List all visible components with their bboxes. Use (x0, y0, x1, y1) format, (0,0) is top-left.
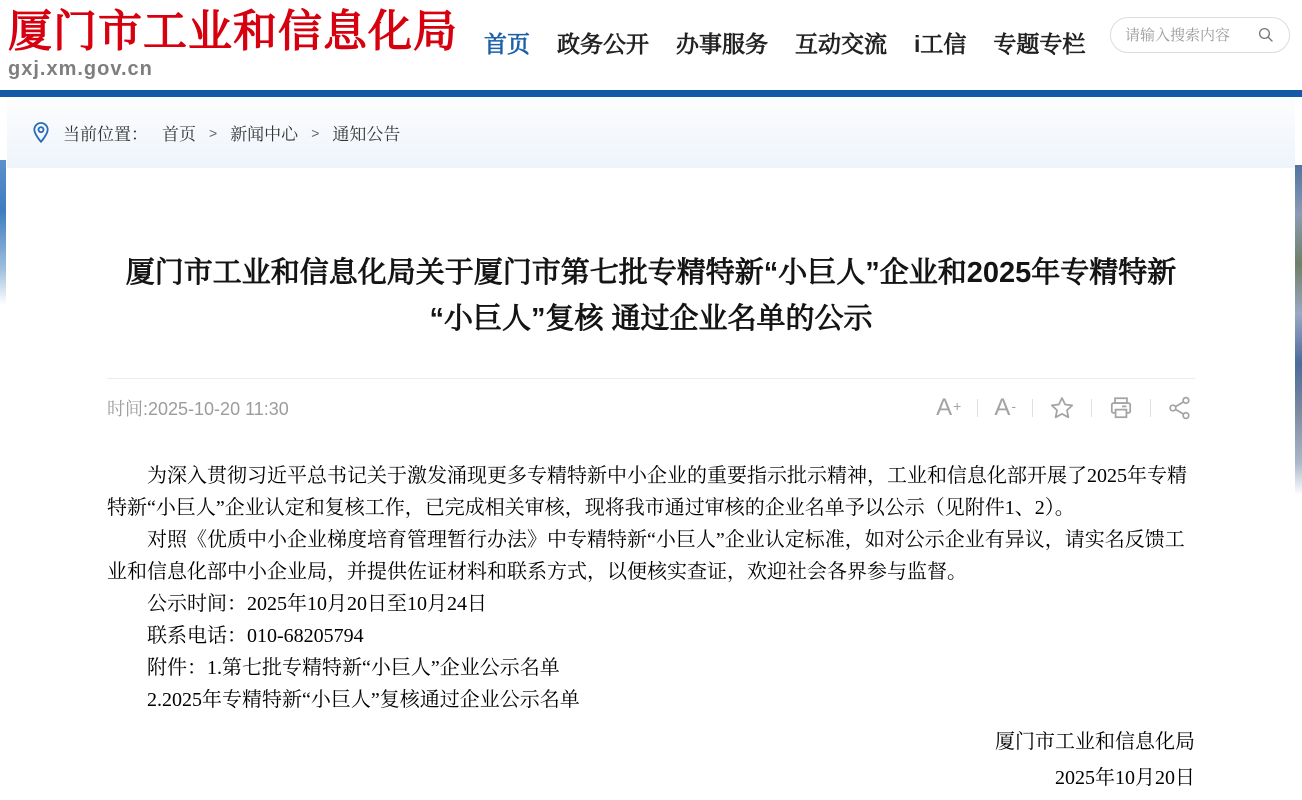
publish-time: 时间:2025-10-20 11:30 (107, 398, 289, 419)
font-increase-button[interactable]: A + (936, 393, 962, 421)
nav-item-i-gongxin[interactable]: i工信 (914, 30, 967, 57)
nav-item-interaction[interactable]: 互动交流 (795, 30, 887, 57)
background-edge-right (1295, 165, 1302, 495)
print-icon[interactable] (1106, 395, 1136, 421)
location-pin-icon (31, 121, 51, 145)
breadcrumb-separator: > (209, 124, 218, 141)
font-decrease-button[interactable]: A - (994, 393, 1016, 421)
breadcrumb-item-news-center[interactable]: 新闻中心 (230, 125, 299, 144)
site-header (0, 0, 1302, 90)
favorite-star-icon[interactable] (1047, 395, 1077, 421)
site-logo-title: 厦门市工业和信息化局 (8, 7, 458, 57)
share-icon[interactable] (1165, 395, 1195, 421)
paragraph: 对照《优质中小企业梯度培育管理暂行办法》中专精特新“小巨人”企业认定标准，如对公示企业有异议，请实名反馈工业和信息化部中小企业局，并提供佐证材料和联系方式，以便核实查证，欢迎社会各界参与监督。 (107, 529, 1185, 583)
site-logo (8, 9, 458, 80)
site-logo-domain: gxj.xm.gov.cn (8, 57, 153, 80)
header-divider-bar (0, 90, 1302, 97)
search-icon[interactable] (1257, 26, 1275, 44)
signature-agency: 厦门市工业和信息化局 (995, 731, 1195, 753)
article-toolbar (934, 395, 1195, 421)
breadcrumb-item-notices[interactable]: 通知公告 (332, 125, 401, 144)
article-body (107, 460, 1195, 716)
toolbar-divider (1091, 399, 1092, 417)
article-signature (107, 724, 1195, 796)
nav-item-gov-affairs[interactable]: 政务公开 (557, 30, 649, 57)
background-edge-left (0, 160, 6, 305)
paragraph-contact-phone: 联系电话：010-68205794 (147, 625, 364, 647)
toolbar-divider (977, 399, 978, 417)
search-box[interactable] (1110, 17, 1290, 53)
page-body (0, 97, 1302, 800)
breadcrumb-label: 当前位置： (63, 125, 148, 144)
paragraph-attachment-2: 2.2025年专精特新“小巨人”复核通过企业公示名单 (147, 689, 580, 711)
paragraph-attachment-1: 附件：1.第七批专精特新“小巨人”企业公示名单 (147, 657, 560, 679)
main-nav (484, 26, 1085, 59)
toolbar-divider (1032, 399, 1033, 417)
signature-date: 2025年10月20日 (1055, 767, 1195, 789)
article-title (107, 250, 1195, 342)
paragraph: 为深入贯彻习近平总书记关于激发涌现更多专精特新中小企业的重要指示批示精神，工业和信息化部开展了2025年专精特新“小巨人”企业认定和复核工作，已完成相关审核，现将我市通过审核的企业名单予以公示（见附件1、2）。 (107, 465, 1187, 519)
nav-item-services[interactable]: 办事服务 (676, 30, 768, 57)
search-input[interactable] (1125, 27, 1257, 44)
nav-item-home[interactable]: 首页 (484, 30, 530, 57)
breadcrumb-separator: > (311, 124, 320, 141)
article (7, 250, 1295, 796)
article-title-line2: “小巨人”复核 通过企业名单的公示 (429, 303, 873, 335)
paragraph-public-notice-period: 公示时间：2025年10月20日至10月24日 (147, 593, 487, 615)
content-card (7, 97, 1295, 800)
breadcrumb (7, 97, 1295, 168)
toolbar-divider (1150, 399, 1151, 417)
breadcrumb-item-home[interactable]: 首页 (162, 125, 196, 144)
article-title-line1: 厦门市工业和信息化局关于厦门市第七批专精特新“小巨人”企业和2025年专精特新 (125, 257, 1177, 289)
article-meta-row (107, 378, 1195, 420)
nav-item-special-topics[interactable]: 专题专栏 (993, 30, 1086, 57)
